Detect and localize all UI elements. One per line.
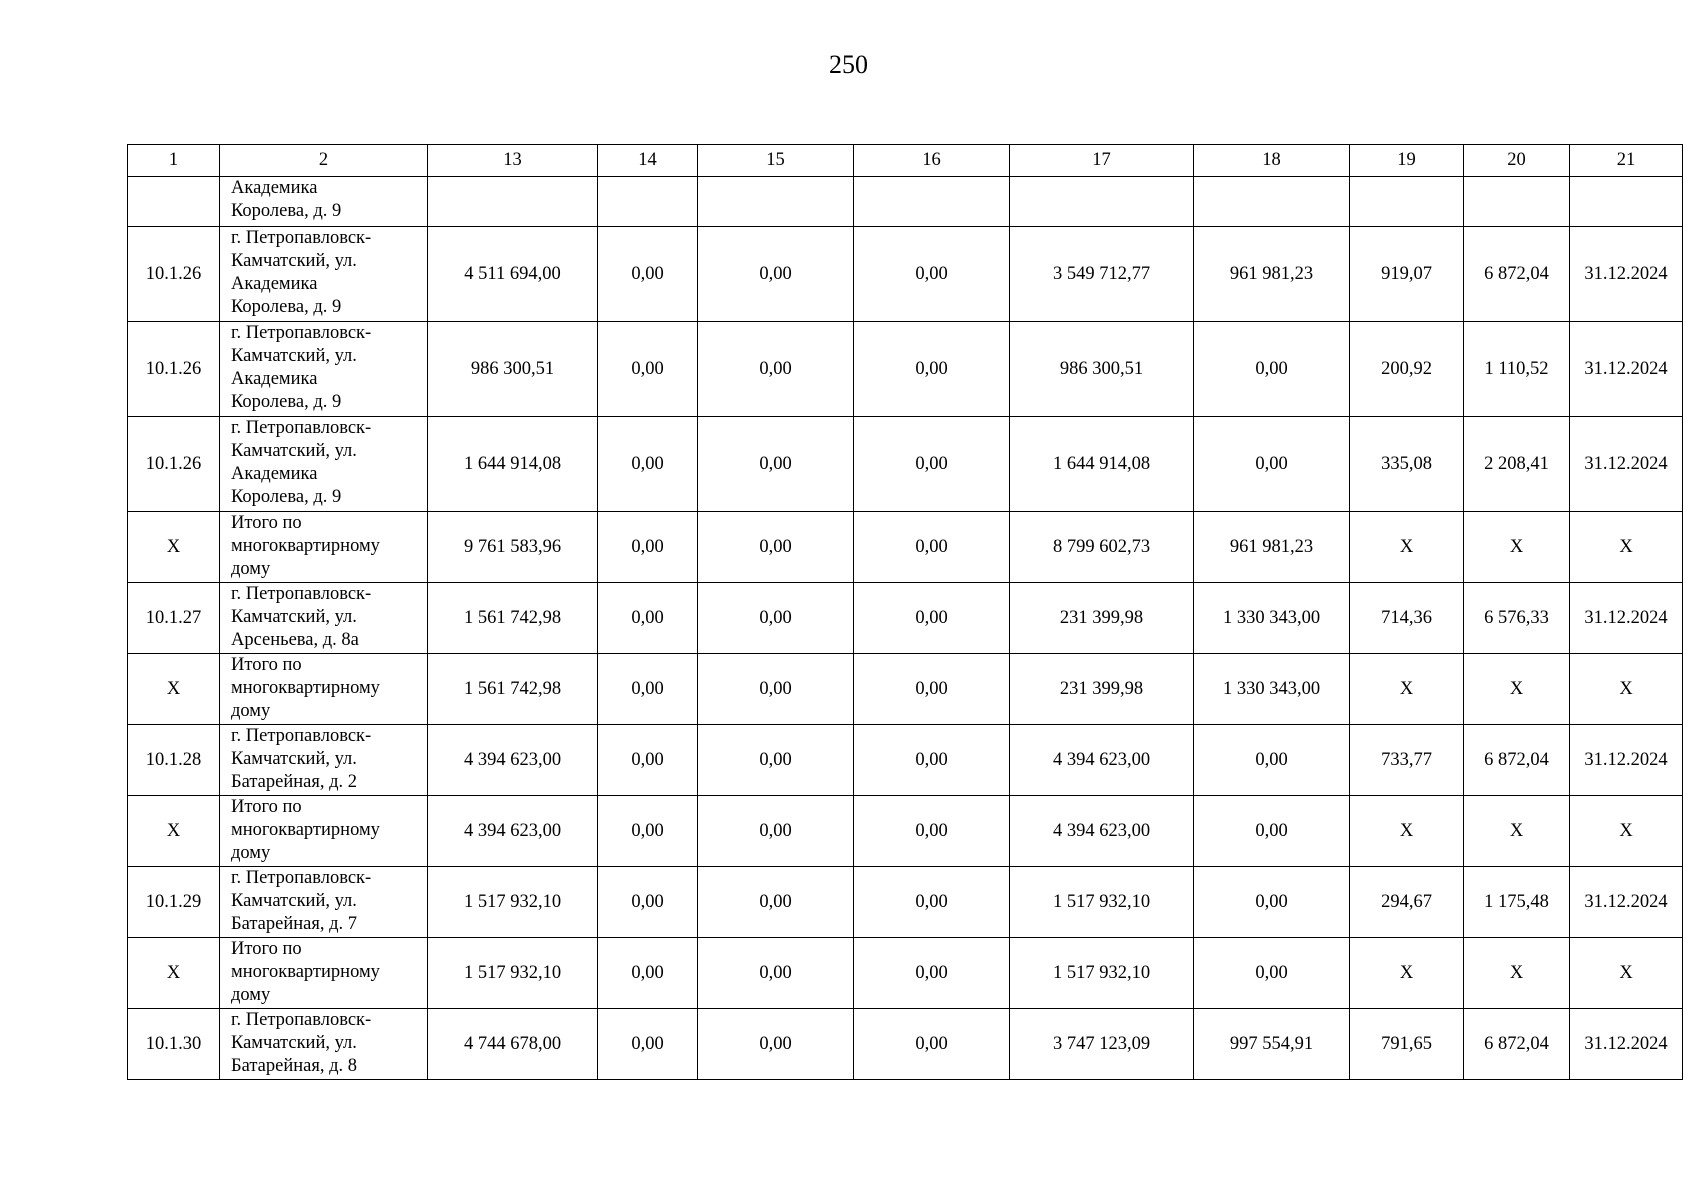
cell-col-17: [1010, 177, 1194, 227]
cell-col-18: 0,00: [1194, 796, 1350, 867]
cell-col-18: 0,00: [1194, 322, 1350, 417]
cell-col-14: 0,00: [598, 725, 698, 796]
cell-col-13: 4 394 623,00: [428, 725, 598, 796]
cell-col-19: 733,77: [1350, 725, 1464, 796]
table-row: [128, 583, 1683, 654]
row-number-cell: Х: [128, 654, 220, 725]
table-row: [128, 654, 1683, 725]
cell-col-17: 4 394 623,00: [1010, 796, 1194, 867]
cell-col-16: 0,00: [854, 725, 1010, 796]
address-cell: Академика Королева, д. 9: [220, 177, 428, 227]
cell-col-18: 0,00: [1194, 725, 1350, 796]
cell-col-16: 0,00: [854, 322, 1010, 417]
cell-col-13: 9 761 583,96: [428, 512, 598, 583]
cell-col-21: Х: [1570, 938, 1683, 1009]
address-cell: г. Петропавловск- Камчатский, ул. Академика Королева, д. 9: [220, 322, 428, 417]
cell-col-20: Х: [1464, 654, 1570, 725]
address-cell: г. Петропавловск- Камчатский, ул. Академика Королева, д. 9: [220, 417, 428, 512]
cell-col-15: 0,00: [698, 867, 854, 938]
header-cell: 20: [1464, 145, 1570, 177]
cell-col-20: Х: [1464, 512, 1570, 583]
cell-col-19: 919,07: [1350, 227, 1464, 322]
cell-col-20: [1464, 177, 1570, 227]
row-number-cell: Х: [128, 938, 220, 1009]
header-cell: 19: [1350, 145, 1464, 177]
cell-col-16: [854, 177, 1010, 227]
cell-col-13: 4 394 623,00: [428, 796, 598, 867]
cell-col-16: 0,00: [854, 583, 1010, 654]
table-row: [128, 1009, 1683, 1080]
page-number: 250: [829, 50, 868, 79]
cell-col-20: 6 872,04: [1464, 227, 1570, 322]
cell-col-21: 31.12.2024: [1570, 725, 1683, 796]
cell-col-21: 31.12.2024: [1570, 322, 1683, 417]
cell-col-14: 0,00: [598, 512, 698, 583]
cell-col-13: 4 511 694,00: [428, 227, 598, 322]
cell-col-18: 0,00: [1194, 417, 1350, 512]
table-body: [128, 145, 1683, 1080]
cell-col-21: 31.12.2024: [1570, 1009, 1683, 1080]
cell-col-21: Х: [1570, 654, 1683, 725]
cell-col-19: 714,36: [1350, 583, 1464, 654]
cell-col-14: 0,00: [598, 796, 698, 867]
cell-col-15: 0,00: [698, 322, 854, 417]
cell-col-20: 6 872,04: [1464, 1009, 1570, 1080]
cell-col-18: [1194, 177, 1350, 227]
cell-col-18: 997 554,91: [1194, 1009, 1350, 1080]
cell-col-16: 0,00: [854, 417, 1010, 512]
cell-col-13: 4 744 678,00: [428, 1009, 598, 1080]
row-number-cell: 10.1.27: [128, 583, 220, 654]
cell-col-15: 0,00: [698, 938, 854, 1009]
cell-col-14: 0,00: [598, 227, 698, 322]
table-row: [128, 177, 1683, 227]
address-cell: г. Петропавловск- Камчатский, ул. Арсеньева, д. 8а: [220, 583, 428, 654]
cell-col-18: 961 981,23: [1194, 512, 1350, 583]
cell-col-15: 0,00: [698, 512, 854, 583]
header-cell: 15: [698, 145, 854, 177]
cell-col-18: 1 330 343,00: [1194, 654, 1350, 725]
cell-col-15: 0,00: [698, 1009, 854, 1080]
row-number-cell: 10.1.30: [128, 1009, 220, 1080]
header-cell: 2: [220, 145, 428, 177]
cell-col-14: 0,00: [598, 1009, 698, 1080]
address-cell: г. Петропавловск- Камчатский, ул. Батарейная, д. 8: [220, 1009, 428, 1080]
cell-col-17: 3 549 712,77: [1010, 227, 1194, 322]
cell-col-19: 200,92: [1350, 322, 1464, 417]
cell-col-13: 1 517 932,10: [428, 938, 598, 1009]
cell-col-17: 4 394 623,00: [1010, 725, 1194, 796]
cell-col-16: 0,00: [854, 938, 1010, 1009]
cell-col-16: 0,00: [854, 1009, 1010, 1080]
cell-col-14: 0,00: [598, 867, 698, 938]
cell-col-17: 3 747 123,09: [1010, 1009, 1194, 1080]
address-cell: г. Петропавловск- Камчатский, ул. Батарейная, д. 7: [220, 867, 428, 938]
address-cell: г. Петропавловск- Камчатский, ул. Батарейная, д. 2: [220, 725, 428, 796]
cell-col-20: 2 208,41: [1464, 417, 1570, 512]
cell-col-16: 0,00: [854, 654, 1010, 725]
row-number-cell: [128, 177, 220, 227]
cell-col-17: 231 399,98: [1010, 583, 1194, 654]
cell-col-16: 0,00: [854, 796, 1010, 867]
cell-col-13: 986 300,51: [428, 322, 598, 417]
cell-col-20: 6 872,04: [1464, 725, 1570, 796]
address-cell: г. Петропавловск- Камчатский, ул. Академика Королева, д. 9: [220, 227, 428, 322]
table-row: [128, 725, 1683, 796]
cell-col-20: Х: [1464, 796, 1570, 867]
cell-col-13: 1 561 742,98: [428, 583, 598, 654]
cell-col-16: 0,00: [854, 867, 1010, 938]
cell-col-13: 1 644 914,08: [428, 417, 598, 512]
cell-col-20: 1 175,48: [1464, 867, 1570, 938]
table-row: [128, 938, 1683, 1009]
cell-col-13: [428, 177, 598, 227]
table-row: [128, 867, 1683, 938]
cell-col-13: 1 561 742,98: [428, 654, 598, 725]
cell-col-19: 335,08: [1350, 417, 1464, 512]
row-number-cell: 10.1.26: [128, 227, 220, 322]
row-number-cell: 10.1.28: [128, 725, 220, 796]
cell-col-18: 1 330 343,00: [1194, 583, 1350, 654]
row-number-cell: 10.1.26: [128, 417, 220, 512]
row-number-cell: Х: [128, 512, 220, 583]
cell-col-18: 0,00: [1194, 867, 1350, 938]
cell-col-14: 0,00: [598, 938, 698, 1009]
row-number-cell: 10.1.29: [128, 867, 220, 938]
cell-col-15: 0,00: [698, 796, 854, 867]
cell-col-21: [1570, 177, 1683, 227]
table-row: [128, 796, 1683, 867]
cell-col-14: 0,00: [598, 583, 698, 654]
cell-col-20: 6 576,33: [1464, 583, 1570, 654]
cell-col-15: 0,00: [698, 654, 854, 725]
address-cell: Итого по многоквартирному дому: [220, 512, 428, 583]
cell-col-19: Х: [1350, 938, 1464, 1009]
table-row: [128, 322, 1683, 417]
cell-col-15: 0,00: [698, 227, 854, 322]
cell-col-17: 1 517 932,10: [1010, 867, 1194, 938]
header-cell: 18: [1194, 145, 1350, 177]
cell-col-21: 31.12.2024: [1570, 583, 1683, 654]
table-row: [128, 227, 1683, 322]
cell-col-14: 0,00: [598, 322, 698, 417]
address-cell: Итого по многоквартирному дому: [220, 796, 428, 867]
header-row: [128, 145, 1683, 177]
header-cell: 21: [1570, 145, 1683, 177]
cell-col-20: 1 110,52: [1464, 322, 1570, 417]
row-number-cell: Х: [128, 796, 220, 867]
cell-col-15: 0,00: [698, 417, 854, 512]
table-row: [128, 417, 1683, 512]
cell-col-21: 31.12.2024: [1570, 227, 1683, 322]
cell-col-14: 0,00: [598, 654, 698, 725]
cell-col-19: Х: [1350, 654, 1464, 725]
cell-col-20: Х: [1464, 938, 1570, 1009]
cell-col-19: Х: [1350, 796, 1464, 867]
cell-col-18: 0,00: [1194, 938, 1350, 1009]
cell-col-21: Х: [1570, 512, 1683, 583]
cell-col-14: 0,00: [598, 417, 698, 512]
cell-col-17: 986 300,51: [1010, 322, 1194, 417]
cell-col-19: [1350, 177, 1464, 227]
cell-col-19: 294,67: [1350, 867, 1464, 938]
cell-col-18: 961 981,23: [1194, 227, 1350, 322]
cell-col-16: 0,00: [854, 512, 1010, 583]
cell-col-21: 31.12.2024: [1570, 867, 1683, 938]
row-number-cell: 10.1.26: [128, 322, 220, 417]
cell-col-15: 0,00: [698, 725, 854, 796]
cell-col-15: 0,00: [698, 583, 854, 654]
header-cell: 13: [428, 145, 598, 177]
table-row: [128, 512, 1683, 583]
cell-col-14: [598, 177, 698, 227]
header-cell: 1: [128, 145, 220, 177]
address-cell: Итого по многоквартирному дому: [220, 654, 428, 725]
cell-col-17: 1 517 932,10: [1010, 938, 1194, 1009]
cell-col-16: 0,00: [854, 227, 1010, 322]
cell-col-21: 31.12.2024: [1570, 417, 1683, 512]
cell-col-13: 1 517 932,10: [428, 867, 598, 938]
address-cell: Итого по многоквартирному дому: [220, 938, 428, 1009]
data-table: [127, 144, 1683, 1080]
cell-col-19: Х: [1350, 512, 1464, 583]
cell-col-17: 8 799 602,73: [1010, 512, 1194, 583]
cell-col-21: Х: [1570, 796, 1683, 867]
header-cell: 16: [854, 145, 1010, 177]
header-cell: 14: [598, 145, 698, 177]
cell-col-15: [698, 177, 854, 227]
header-cell: 17: [1010, 145, 1194, 177]
cell-col-19: 791,65: [1350, 1009, 1464, 1080]
cell-col-17: 231 399,98: [1010, 654, 1194, 725]
cell-col-17: 1 644 914,08: [1010, 417, 1194, 512]
